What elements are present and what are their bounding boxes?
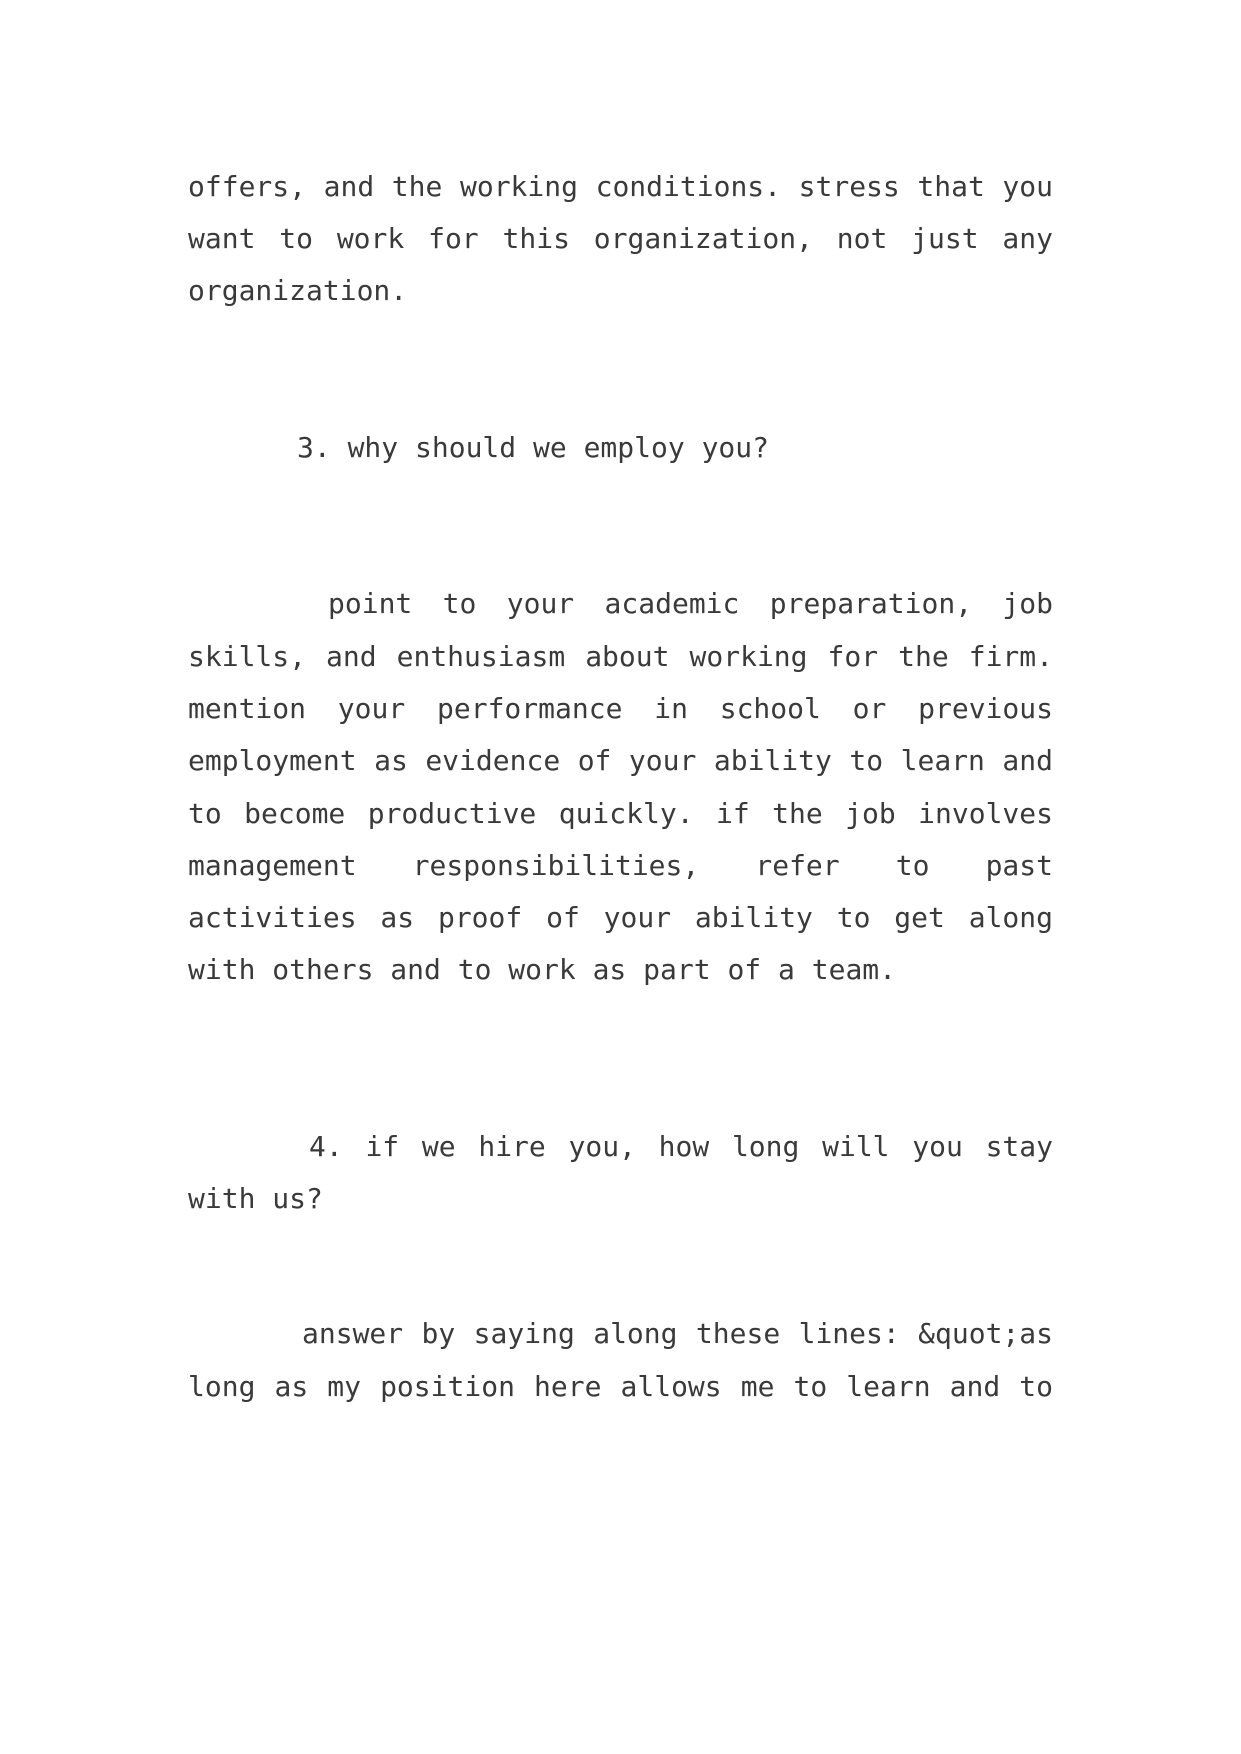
paragraph-line: organization.	[188, 274, 408, 307]
paragraph-line: want to work for this organization, not just any	[188, 222, 1053, 255]
paragraph-line: mention your performance in school or previous	[188, 692, 1053, 725]
paragraph-line: to become productive quickly. if the job involves	[188, 797, 1053, 830]
question-heading: 4. if we hire you, how long will you stay	[309, 1130, 1053, 1163]
paragraph-line: offers, and the working conditions. stress that you	[188, 170, 1053, 203]
paragraph-line: skills, and enthusiasm about working for the firm.	[188, 640, 1053, 673]
paragraph-line: management responsibilities, refer to past	[188, 849, 1053, 882]
paragraph-line: with others and to work as part of a team.	[188, 953, 897, 986]
question-heading: 3. why should we employ you?	[297, 431, 770, 464]
paragraph-line: employment as evidence of your ability to learn and	[188, 744, 1053, 777]
paragraph-line: long as my position here allows me to learn and to	[188, 1370, 1053, 1403]
paragraph-line: activities as proof of your ability to get along	[188, 901, 1053, 934]
paragraph-line: point to your academic preparation, job	[328, 587, 1053, 620]
question-heading: with us?	[188, 1182, 323, 1215]
paragraph-line: answer by saying along these lines: &quot;as	[302, 1317, 1053, 1350]
